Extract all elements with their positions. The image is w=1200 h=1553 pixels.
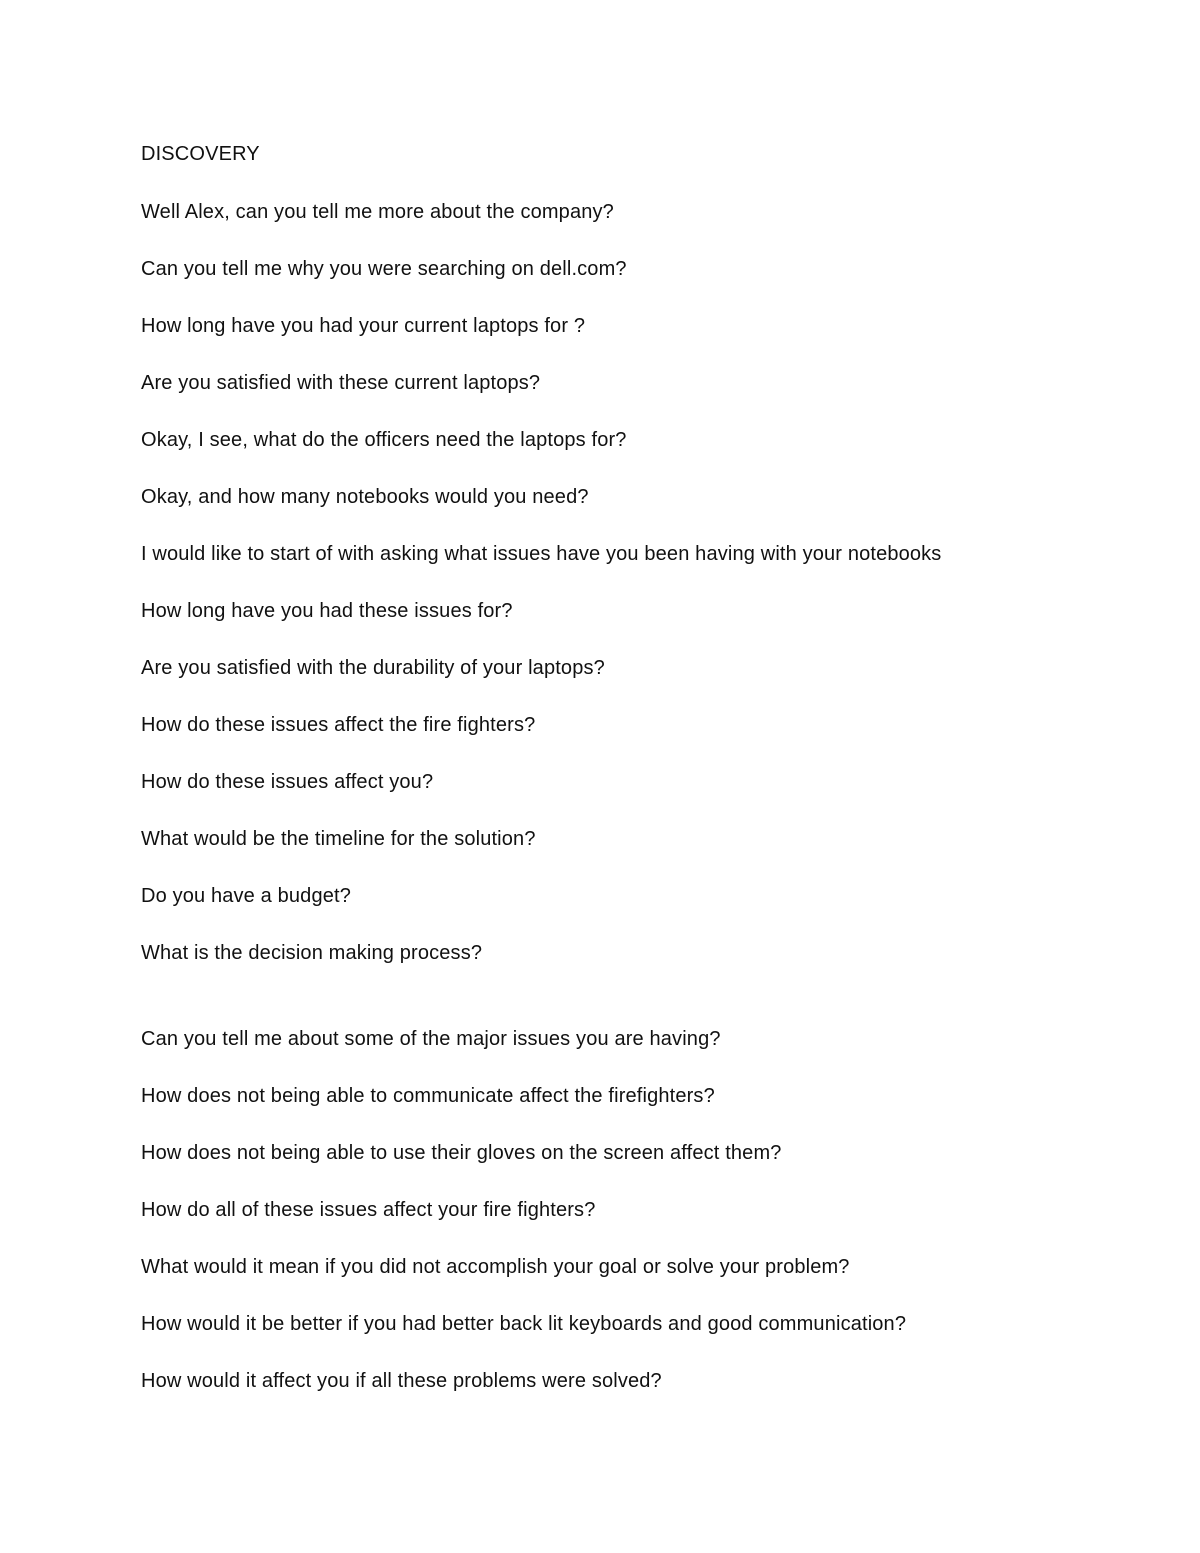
document-heading: DISCOVERY [141, 143, 260, 165]
question-line: Are you satisfied with the durability of your laptops? [141, 657, 605, 679]
question-line: How long have you had these issues for? [141, 600, 513, 622]
question-line: How do these issues affect the fire fighters? [141, 714, 536, 736]
question-line: Can you tell me about some of the major issues you are having? [141, 1028, 721, 1050]
question-line: How do these issues affect you? [141, 771, 434, 793]
question-line: How does not being able to use their gloves on the screen affect them? [141, 1142, 782, 1164]
question-line: How does not being able to communicate affect the firefighters? [141, 1085, 715, 1107]
question-line: Are you satisfied with these current laptops? [141, 372, 541, 394]
question-line: Do you have a budget? [141, 885, 351, 907]
question-line: Can you tell me why you were searching on dell.com? [141, 258, 627, 280]
question-line: What would it mean if you did not accomplish your goal or solve your problem? [141, 1256, 850, 1278]
question-line: How long have you had your current laptops for ? [141, 315, 586, 337]
question-line: Okay, I see, what do the officers need the laptops for? [141, 429, 627, 451]
question-line: How would it affect you if all these problems were solved? [141, 1370, 662, 1392]
question-line: Okay, and how many notebooks would you need? [141, 486, 589, 508]
question-line: What would be the timeline for the solution? [141, 828, 536, 850]
question-line: Well Alex, can you tell me more about the company? [141, 201, 614, 223]
question-line: How would it be better if you had better back lit keyboards and good communication? [141, 1313, 907, 1335]
question-line: I would like to start of with asking what issues have you been having with your notebooks [141, 543, 942, 565]
question-line: How do all of these issues affect your fire fighters? [141, 1199, 596, 1221]
question-line: What is the decision making process? [141, 942, 483, 964]
